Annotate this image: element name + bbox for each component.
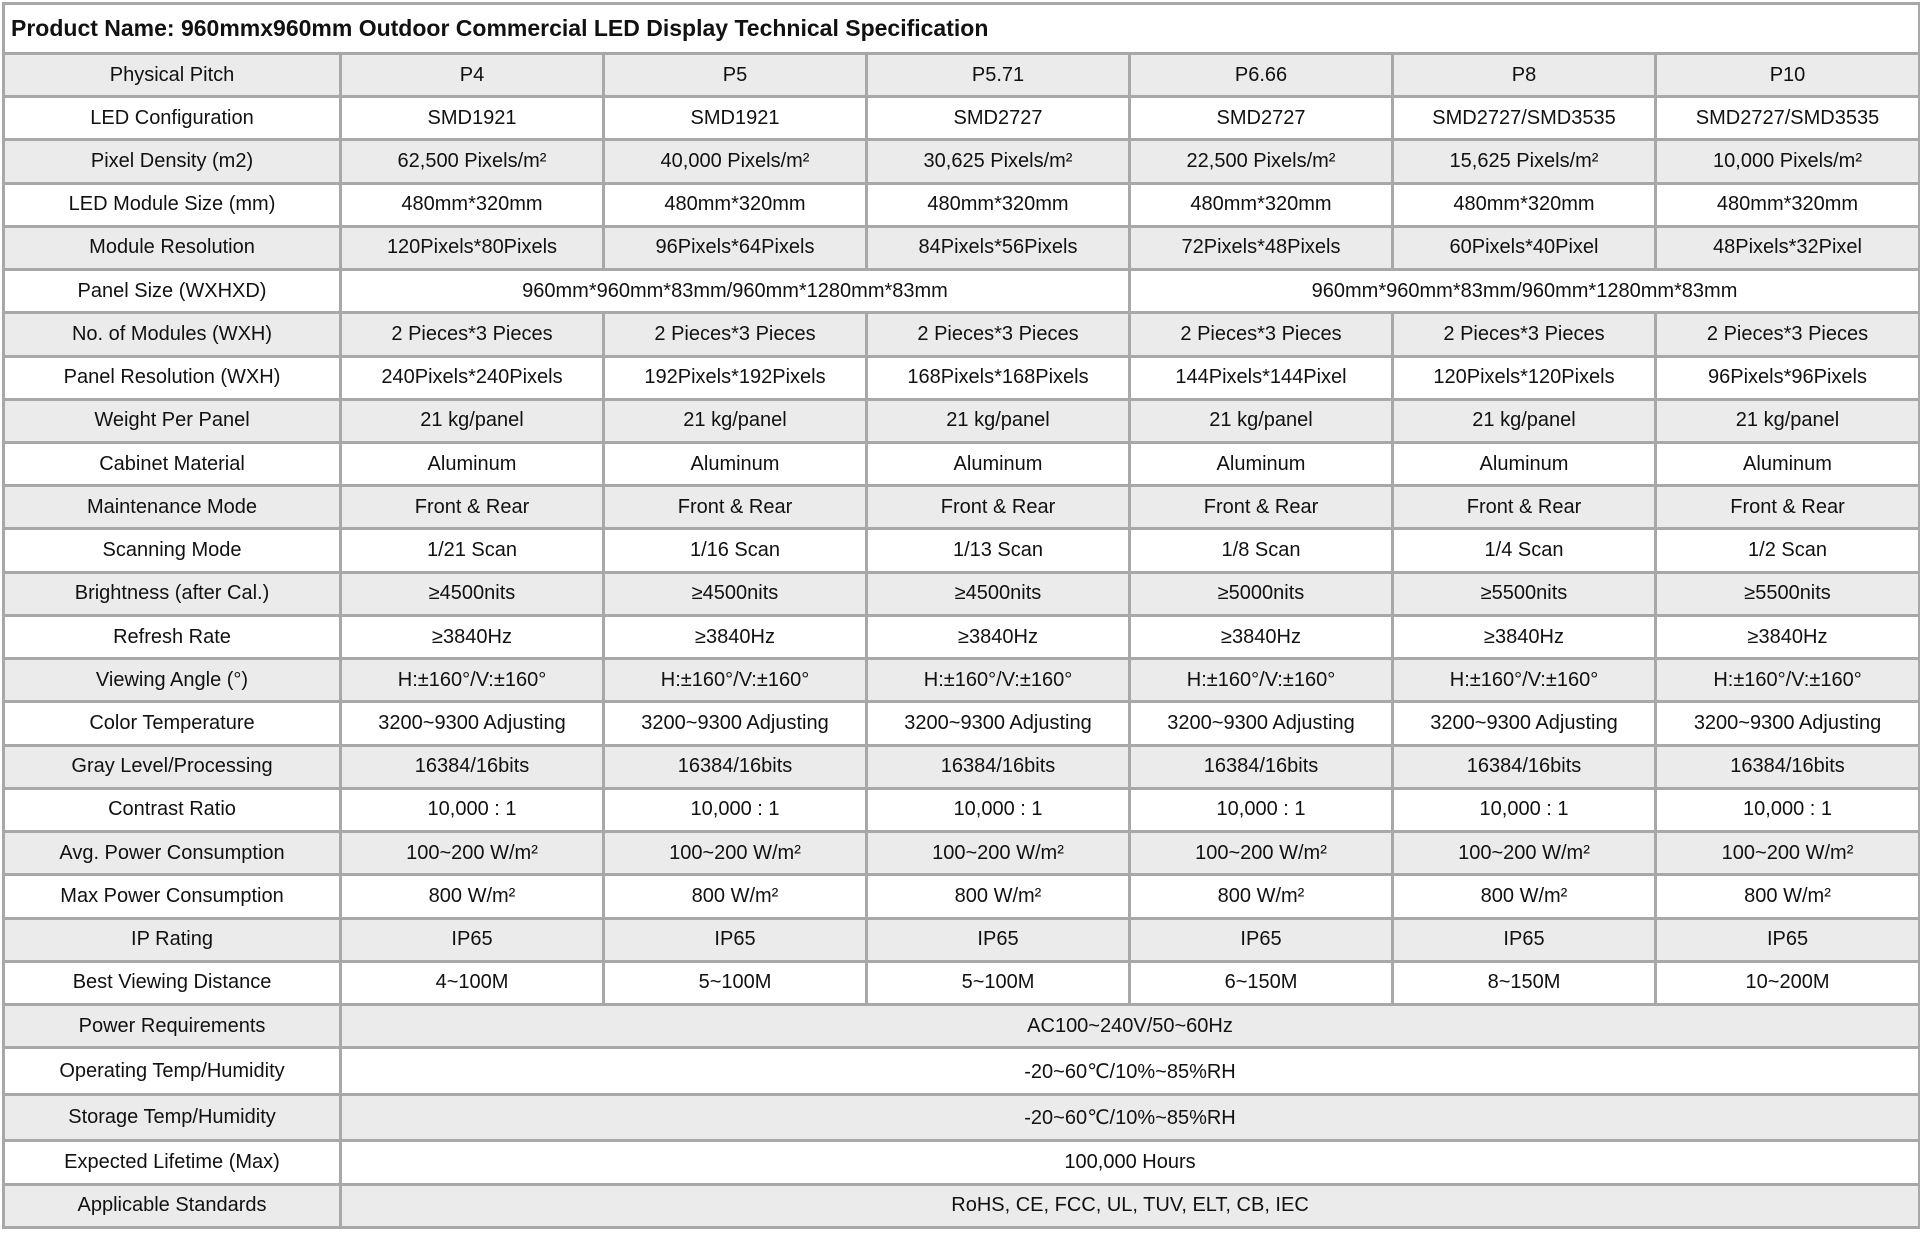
spec-value-cell: IP65 (1130, 918, 1393, 961)
spec-value-cell: 800 W/m² (867, 875, 1130, 918)
spec-value-cell: 100~200 W/m² (1393, 832, 1656, 875)
spec-row-label: No. of Modules (WXH) (4, 313, 341, 356)
spec-value-cell: 2 Pieces*3 Pieces (1656, 313, 1920, 356)
spec-value-cell: ≥3840Hz (867, 615, 1130, 658)
spec-value-cell: H:±160°/V:±160° (341, 659, 604, 702)
spec-value-cell: SMD2727/SMD3535 (1393, 97, 1656, 140)
spec-row (4, 702, 1920, 745)
spec-value-cell: 1/13 Scan (867, 529, 1130, 572)
spec-value-cell: 192Pixels*192Pixels (604, 356, 867, 399)
spec-row-label: Module Resolution (4, 226, 341, 269)
spec-value-cell: 16384/16bits (1130, 745, 1393, 788)
spec-value-cell: ≥4500nits (867, 572, 1130, 615)
spec-value-cell: 16384/16bits (867, 745, 1130, 788)
spec-value-cell: 800 W/m² (1393, 875, 1656, 918)
spec-value-cell: ≥3840Hz (604, 615, 867, 658)
spec-row (4, 270, 1920, 313)
spec-value-cell: AC100~240V/50~60Hz (341, 1005, 1920, 1048)
spec-value-cell: 5~100M (867, 961, 1130, 1004)
spec-value-cell: 800 W/m² (604, 875, 867, 918)
spec-row (4, 399, 1920, 442)
spec-row (4, 788, 1920, 831)
spec-row-label: Max Power Consumption (4, 875, 341, 918)
spec-value-cell: RoHS, CE, FCC, UL, TUV, ELT, CB, IEC (341, 1184, 1920, 1227)
spec-value-cell: 21 kg/panel (341, 399, 604, 442)
spec-value-cell: 1/4 Scan (1393, 529, 1656, 572)
spec-value-cell: ≥3840Hz (1393, 615, 1656, 658)
spec-value-cell: 10~200M (1656, 961, 1920, 1004)
spec-value-cell: SMD1921 (604, 97, 867, 140)
spec-value-cell: H:±160°/V:±160° (1130, 659, 1393, 702)
spec-value-cell: 3200~9300 Adjusting (1393, 702, 1656, 745)
spec-row-label: IP Rating (4, 918, 341, 961)
spec-value-cell: 100~200 W/m² (604, 832, 867, 875)
spec-value-cell: 3200~9300 Adjusting (341, 702, 604, 745)
spec-value-cell: 800 W/m² (1130, 875, 1393, 918)
spec-value-cell: Front & Rear (604, 486, 867, 529)
spec-value-cell: 100~200 W/m² (867, 832, 1130, 875)
spec-row (4, 1141, 1920, 1184)
title-row (4, 4, 1920, 54)
spec-value-cell: ≥5500nits (1656, 572, 1920, 615)
spec-value-cell: 10,000 : 1 (867, 788, 1130, 831)
spec-value-cell: 96Pixels*64Pixels (604, 226, 867, 269)
spec-row-label: Scanning Mode (4, 529, 341, 572)
spec-value-cell: Aluminum (341, 443, 604, 486)
spec-value-cell: 2 Pieces*3 Pieces (604, 313, 867, 356)
spec-value-cell: 120Pixels*80Pixels (341, 226, 604, 269)
spec-value-cell: 16384/16bits (341, 745, 604, 788)
spec-value-cell: 48Pixels*32Pixel (1656, 226, 1920, 269)
spec-value-cell: Front & Rear (341, 486, 604, 529)
spec-value-cell: 15,625 Pixels/m² (1393, 140, 1656, 183)
spec-row-label: Brightness (after Cal.) (4, 572, 341, 615)
spec-value-cell: 40,000 Pixels/m² (604, 140, 867, 183)
spec-value-cell: 2 Pieces*3 Pieces (867, 313, 1130, 356)
spec-row (4, 1184, 1920, 1227)
spec-value-cell: ≥3840Hz (1656, 615, 1920, 658)
spec-value-cell: 60Pixels*40Pixel (1393, 226, 1656, 269)
spec-row (4, 961, 1920, 1004)
spec-value-cell: 480mm*320mm (341, 183, 604, 226)
spec-value-cell: 2 Pieces*3 Pieces (341, 313, 604, 356)
spec-value-cell: P4 (341, 53, 604, 96)
spec-value-cell: 21 kg/panel (1393, 399, 1656, 442)
spec-value-cell: 120Pixels*120Pixels (1393, 356, 1656, 399)
spec-value-cell: 480mm*320mm (1393, 183, 1656, 226)
spec-value-cell: H:±160°/V:±160° (604, 659, 867, 702)
spec-row (4, 745, 1920, 788)
spec-value-cell: H:±160°/V:±160° (867, 659, 1130, 702)
spec-value-cell: 6~150M (1130, 961, 1393, 1004)
spec-value-cell: IP65 (341, 918, 604, 961)
spec-row-label: Power Requirements (4, 1005, 341, 1048)
spec-row-label: LED Configuration (4, 97, 341, 140)
spec-value-cell: 2 Pieces*3 Pieces (1130, 313, 1393, 356)
spec-value-cell: H:±160°/V:±160° (1656, 659, 1920, 702)
spec-row (4, 615, 1920, 658)
spec-value-cell: IP65 (1656, 918, 1920, 961)
spec-row (4, 97, 1920, 140)
spec-row (4, 356, 1920, 399)
spec-row (4, 1048, 1920, 1095)
spec-value-cell: ≥3840Hz (1130, 615, 1393, 658)
spec-value-cell: 1/2 Scan (1656, 529, 1920, 572)
spec-value-cell: 100~200 W/m² (1130, 832, 1393, 875)
spec-value-cell: P6.66 (1130, 53, 1393, 96)
spec-row (4, 443, 1920, 486)
spec-value-cell: ≥3840Hz (341, 615, 604, 658)
spec-value-cell: 800 W/m² (341, 875, 604, 918)
spec-value-cell: 3200~9300 Adjusting (867, 702, 1130, 745)
spec-value-cell: Aluminum (1393, 443, 1656, 486)
spec-row (4, 659, 1920, 702)
spec-row-label: Panel Resolution (WXH) (4, 356, 341, 399)
spec-value-cell: SMD1921 (341, 97, 604, 140)
spec-row-label: Cabinet Material (4, 443, 341, 486)
spec-value-cell: 1/8 Scan (1130, 529, 1393, 572)
spec-row-label: Best Viewing Distance (4, 961, 341, 1004)
spec-value-cell: 100~200 W/m² (1656, 832, 1920, 875)
spec-row-label: Storage Temp/Humidity (4, 1094, 341, 1141)
spec-value-cell: 10,000 : 1 (1393, 788, 1656, 831)
spec-row (4, 1094, 1920, 1141)
spec-value-cell: 10,000 : 1 (1656, 788, 1920, 831)
spec-row-label: Viewing Angle (°) (4, 659, 341, 702)
spec-value-cell: 1/16 Scan (604, 529, 867, 572)
spec-value-cell: Aluminum (1656, 443, 1920, 486)
spec-value-cell: 22,500 Pixels/m² (1130, 140, 1393, 183)
spec-value-cell: 3200~9300 Adjusting (1656, 702, 1920, 745)
spec-table (2, 2, 1920, 1229)
spec-value-cell: ≥4500nits (341, 572, 604, 615)
spec-row-label: LED Module Size (mm) (4, 183, 341, 226)
spec-value-cell: 10,000 : 1 (604, 788, 867, 831)
spec-value-cell: 4~100M (341, 961, 604, 1004)
spec-row-label: Operating Temp/Humidity (4, 1048, 341, 1095)
spec-value-cell: P5.71 (867, 53, 1130, 96)
spec-row (4, 832, 1920, 875)
spec-row-label: Physical Pitch (4, 53, 341, 96)
spec-row-label: Applicable Standards (4, 1184, 341, 1227)
spec-value-cell: 3200~9300 Adjusting (604, 702, 867, 745)
spec-value-cell: 960mm*960mm*83mm/960mm*1280mm*83mm (1130, 270, 1920, 313)
spec-value-cell: 21 kg/panel (1130, 399, 1393, 442)
spec-row (4, 1005, 1920, 1048)
spec-row-label: Avg. Power Consumption (4, 832, 341, 875)
spec-row-label: Contrast Ratio (4, 788, 341, 831)
spec-value-cell: P5 (604, 53, 867, 96)
spec-value-cell: 62,500 Pixels/m² (341, 140, 604, 183)
spec-value-cell: IP65 (867, 918, 1130, 961)
spec-row (4, 53, 1920, 96)
spec-value-cell: H:±160°/V:±160° (1393, 659, 1656, 702)
spec-value-cell: 100~200 W/m² (341, 832, 604, 875)
spec-value-cell: 1/21 Scan (341, 529, 604, 572)
spec-value-cell: SMD2727/SMD3535 (1656, 97, 1920, 140)
spec-value-cell: 800 W/m² (1656, 875, 1920, 918)
spec-value-cell: 144Pixels*144Pixel (1130, 356, 1393, 399)
spec-value-cell: ≥5500nits (1393, 572, 1656, 615)
spec-value-cell: SMD2727 (867, 97, 1130, 140)
spec-value-cell: 21 kg/panel (1656, 399, 1920, 442)
spec-row-label: Expected Lifetime (Max) (4, 1141, 341, 1184)
spec-value-cell: ≥4500nits (604, 572, 867, 615)
spec-value-cell: Front & Rear (867, 486, 1130, 529)
spec-value-cell: -20~60℃/10%~85%RH (341, 1048, 1920, 1095)
spec-value-cell: 84Pixels*56Pixels (867, 226, 1130, 269)
spec-row-label: Refresh Rate (4, 615, 341, 658)
spec-value-cell: SMD2727 (1130, 97, 1393, 140)
spec-row-label: Pixel Density (m2) (4, 140, 341, 183)
spec-row (4, 572, 1920, 615)
spec-row-label: Panel Size (WXHXD) (4, 270, 341, 313)
spec-value-cell: -20~60℃/10%~85%RH (341, 1094, 1920, 1141)
spec-value-cell: Front & Rear (1393, 486, 1656, 529)
spec-value-cell: 480mm*320mm (604, 183, 867, 226)
spec-value-cell: P10 (1656, 53, 1920, 96)
page-title: Product Name: 960mmx960mm Outdoor Commercial LED Display Technical Specification (4, 4, 1920, 54)
spec-value-cell: 72Pixels*48Pixels (1130, 226, 1393, 269)
spec-value-cell: 100,000 Hours (341, 1141, 1920, 1184)
spec-value-cell: 960mm*960mm*83mm/960mm*1280mm*83mm (341, 270, 1130, 313)
spec-row-label: Weight Per Panel (4, 399, 341, 442)
spec-row-label: Color Temperature (4, 702, 341, 745)
spec-value-cell: 21 kg/panel (604, 399, 867, 442)
spec-row-label: Maintenance Mode (4, 486, 341, 529)
spec-row (4, 226, 1920, 269)
spec-value-cell: 5~100M (604, 961, 867, 1004)
spec-value-cell: Aluminum (1130, 443, 1393, 486)
spec-value-cell: 30,625 Pixels/m² (867, 140, 1130, 183)
spec-row-label: Gray Level/Processing (4, 745, 341, 788)
spec-value-cell: 480mm*320mm (1130, 183, 1393, 226)
spec-value-cell: 8~150M (1393, 961, 1656, 1004)
spec-value-cell: Front & Rear (1656, 486, 1920, 529)
spec-value-cell: Aluminum (604, 443, 867, 486)
spec-value-cell: Aluminum (867, 443, 1130, 486)
spec-value-cell: 2 Pieces*3 Pieces (1393, 313, 1656, 356)
spec-value-cell: Front & Rear (1130, 486, 1393, 529)
spec-value-cell: 10,000 : 1 (341, 788, 604, 831)
spec-value-cell: 16384/16bits (604, 745, 867, 788)
spec-value-cell: 480mm*320mm (1656, 183, 1920, 226)
spec-row (4, 918, 1920, 961)
spec-row (4, 313, 1920, 356)
spec-value-cell: 168Pixels*168Pixels (867, 356, 1130, 399)
spec-value-cell: 16384/16bits (1656, 745, 1920, 788)
spec-value-cell: 21 kg/panel (867, 399, 1130, 442)
spec-value-cell: IP65 (1393, 918, 1656, 961)
spec-value-cell: 96Pixels*96Pixels (1656, 356, 1920, 399)
spec-row (4, 486, 1920, 529)
spec-row (4, 183, 1920, 226)
spec-value-cell: ≥5000nits (1130, 572, 1393, 615)
spec-value-cell: 240Pixels*240Pixels (341, 356, 604, 399)
spec-row (4, 875, 1920, 918)
spec-value-cell: IP65 (604, 918, 867, 961)
spec-value-cell: P8 (1393, 53, 1656, 96)
spec-value-cell: 10,000 : 1 (1130, 788, 1393, 831)
spec-value-cell: 480mm*320mm (867, 183, 1130, 226)
spec-row (4, 529, 1920, 572)
spec-row (4, 140, 1920, 183)
spec-value-cell: 16384/16bits (1393, 745, 1656, 788)
spec-value-cell: 10,000 Pixels/m² (1656, 140, 1920, 183)
spec-value-cell: 3200~9300 Adjusting (1130, 702, 1393, 745)
